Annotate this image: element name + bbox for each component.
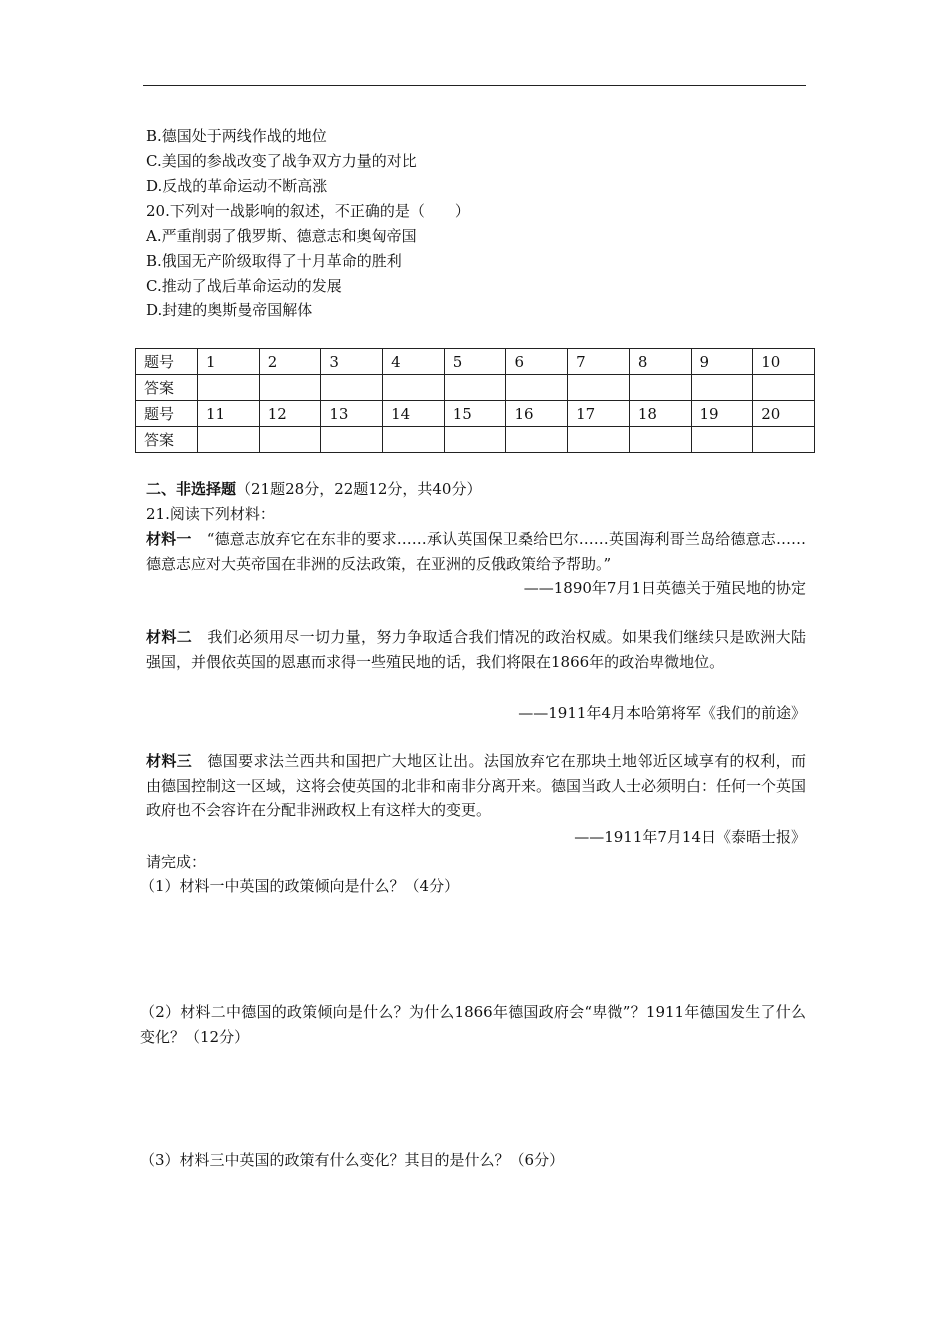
answer-cell[interactable] (259, 375, 321, 401)
table-row (136, 349, 815, 375)
question-20-option-a: A.严重削弱了俄罗斯、德意志和奥匈帝国 (146, 227, 417, 245)
sub-question-2: （2）材料二中德国的政策倾向是什么？为什么1866年德国政府会“卑微”？1911年德国发生了什么变化？（12分） (140, 1003, 806, 1046)
answer-cell[interactable] (568, 375, 630, 401)
table-cell: 13 (321, 401, 383, 427)
table-cell: 题号 (136, 349, 198, 375)
table-cell: 8 (629, 349, 691, 375)
table-cell: 3 (321, 349, 383, 375)
table-cell: 答案 (136, 375, 198, 401)
material-1-text: “德意志放弃它在东非的要求……承认英国保卫桑给巴尔……英国海利哥兰岛给德意志……德意志应对大英帝国在非洲的反法政策，在亚洲的反俄政策给予帮助。” (146, 530, 806, 573)
prompt-text: 请完成： (146, 853, 207, 871)
table-cell: 15 (444, 401, 506, 427)
answer-cell[interactable] (691, 375, 753, 401)
table-row (136, 401, 815, 427)
question-20-option-b: B.俄国无产阶级取得了十月革命的胜利 (146, 252, 402, 270)
option-b-prev: B.德国处于两线作战的地位 (146, 127, 327, 145)
table-cell: 17 (568, 401, 630, 427)
answer-cell[interactable] (444, 427, 506, 453)
answer-cell[interactable] (259, 427, 321, 453)
answer-cell[interactable] (198, 427, 260, 453)
table-cell: 19 (691, 401, 753, 427)
question-21-intro: 21.阅读下列材料： (146, 505, 275, 523)
table-row (136, 427, 815, 453)
answer-cell[interactable] (383, 375, 445, 401)
table-cell: 7 (568, 349, 630, 375)
table-cell: 18 (629, 401, 691, 427)
question-20-stem: 20.下列对一战影响的叙述，不正确的是（ ） (146, 202, 470, 220)
table-row (136, 375, 815, 401)
question-20-option-d: D.封建的奥斯曼帝国解体 (146, 301, 313, 319)
table-cell: 9 (691, 349, 753, 375)
answer-cell[interactable] (629, 427, 691, 453)
answer-cell[interactable] (383, 427, 445, 453)
material-3-source: ——1911年7月14日《泰晤士报》 (574, 828, 806, 846)
answer-cell[interactable] (198, 375, 260, 401)
material-3-label: 材料三 (146, 752, 193, 770)
table-cell: 答案 (136, 427, 198, 453)
question-20-option-c: C.推动了战后革命运动的发展 (146, 277, 342, 295)
answer-cell[interactable] (444, 375, 506, 401)
table-cell: 题号 (136, 401, 198, 427)
answer-cell[interactable] (321, 427, 383, 453)
material-2-text: 我们必须用尽一切力量，努力争取适合我们情况的政治权威。如果我们继续只是欧洲大陆强国，并偎依英国的恩惠而求得一些殖民地的话，我们将限在1866年的政治卑微地位。 (146, 628, 806, 671)
table-cell: 2 (259, 349, 321, 375)
option-c-prev: C.美国的参战改变了战争双方力量的对比 (146, 152, 417, 170)
answer-cell[interactable] (629, 375, 691, 401)
answer-cell[interactable] (506, 375, 568, 401)
material-1 (146, 527, 806, 576)
answer-table (135, 348, 815, 453)
answer-cell[interactable] (568, 427, 630, 453)
table-cell: 1 (198, 349, 260, 375)
answer-cell[interactable] (506, 427, 568, 453)
section-heading (146, 479, 481, 499)
answer-cell[interactable] (753, 427, 815, 453)
table-cell: 14 (383, 401, 445, 427)
table-cell: 16 (506, 401, 568, 427)
table-cell: 12 (259, 401, 321, 427)
header-rule (143, 85, 806, 86)
option-d-prev: D.反战的革命运动不断高涨 (146, 177, 328, 195)
section-score-note: （21题28分，22题12分，共40分） (236, 480, 482, 498)
table-cell: 20 (753, 401, 815, 427)
material-1-source: ——1890年7月1日英德关于殖民地的协定 (523, 579, 806, 597)
answer-cell[interactable] (753, 375, 815, 401)
sub-question-1: （1）材料一中英国的政策倾向是什么？（4分） (140, 877, 460, 895)
table-cell: 5 (444, 349, 506, 375)
material-2-label: 材料二 (146, 628, 193, 646)
answer-cell[interactable] (691, 427, 753, 453)
answer-cell[interactable] (321, 375, 383, 401)
table-cell: 6 (506, 349, 568, 375)
material-2-source: ——1911年4月本哈第将军《我们的前途》 (518, 704, 806, 722)
table-cell: 10 (753, 349, 815, 375)
material-2 (146, 625, 806, 674)
section-title: 二、非选择题 (146, 480, 237, 498)
table-cell: 4 (383, 349, 445, 375)
table-cell: 11 (198, 401, 260, 427)
material-3 (146, 749, 806, 823)
material-3-text: 德国要求法兰西共和国把广大地区让出。法国放弃它在那块土地邻近区域享有的权利，而由德国控制这一区域，这将会使英国的北非和南非分离开来。德国当政人士必须明白：任何一个英国政府也不会容许在分配非洲政权上有这样大的变更。 (146, 752, 807, 819)
sub-question-3: （3）材料三中英国的政策有什么变化？其目的是什么？（6分） (140, 1151, 565, 1169)
material-1-label: 材料一 (146, 530, 192, 548)
